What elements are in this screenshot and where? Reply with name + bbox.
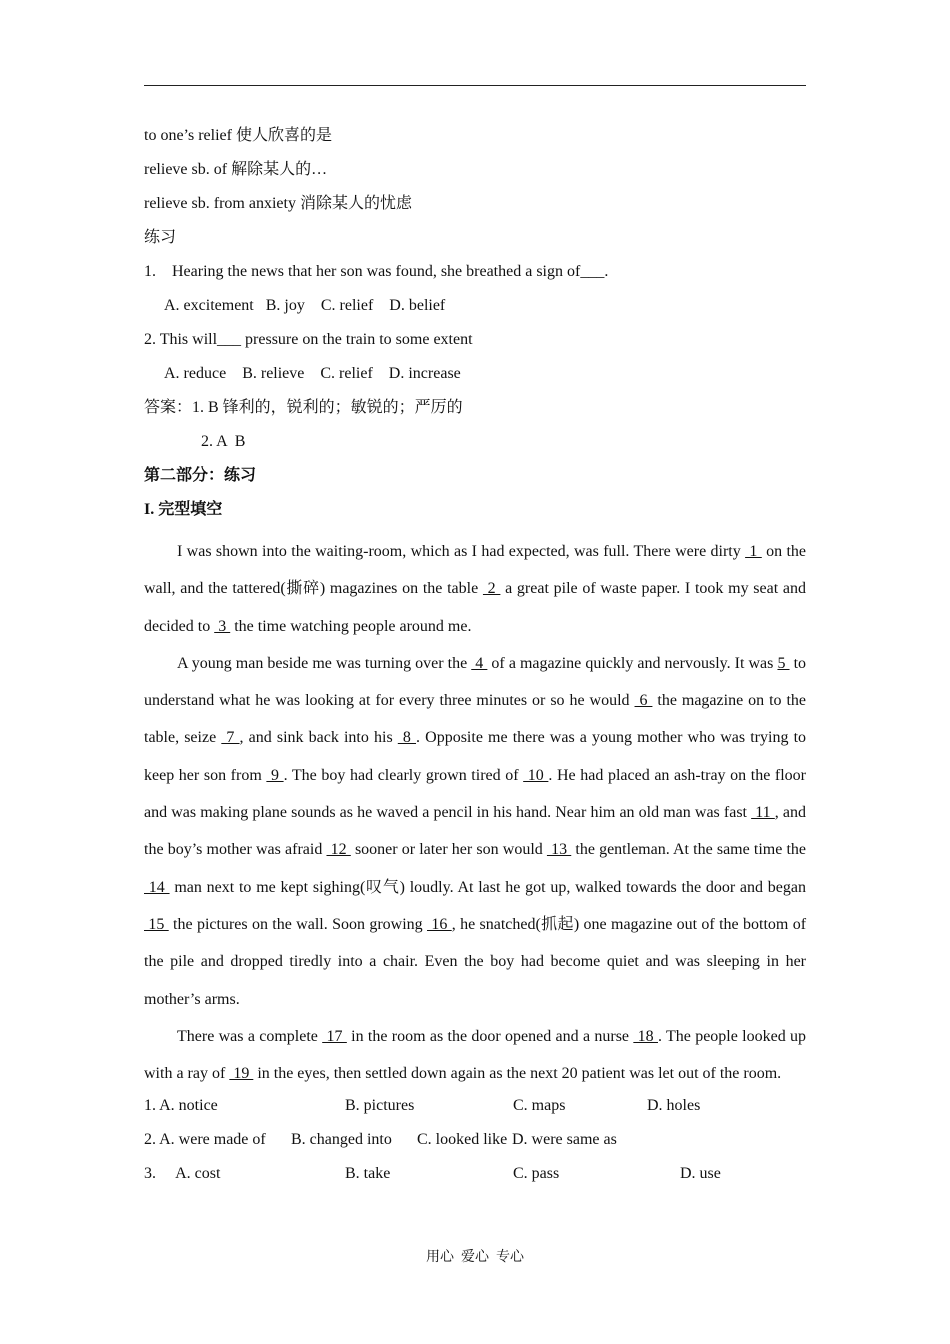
passage-text: . The boy had clearly grown tired of: [283, 766, 524, 784]
passage-text: , and sink back into his: [239, 729, 398, 747]
vocab-line: relieve sb. of 解除某人的…: [144, 161, 328, 178]
blank-number: 6: [634, 692, 653, 710]
choice-row-3: [144, 1160, 806, 1194]
part-2-heading: 第二部分：练习: [144, 467, 257, 484]
passage-text: A young man beside me was turning over the: [177, 654, 472, 672]
choice-a: 3. A. cost: [144, 1165, 221, 1183]
answers-line-1: 答案：1. B 锋利的，锐利的；敏锐的；严厉的: [144, 399, 463, 416]
page-footer: 用心 爱心 专心: [426, 1250, 524, 1265]
question-1-options: A. excitement B. joy C. relief D. belief: [164, 297, 446, 314]
answers-line-2: 2. A B: [201, 433, 246, 450]
passage-text: the pictures on the wall. Soon growing: [168, 915, 428, 933]
blank-number: 16: [427, 915, 452, 933]
blank-number: 14: [144, 878, 170, 896]
choice-d: D. holes: [647, 1097, 701, 1115]
blank-number: 11: [751, 804, 775, 822]
choice-b: B. take: [345, 1165, 391, 1183]
blank-number: 12: [326, 841, 351, 859]
question-2-stem: 2. This will___ pressure on the train to some extent: [144, 331, 473, 348]
passage-text: , he snatched(抓起) one magazine out of the bottom of the pile and dropped tiredly into a chair. Even the boy had become quiet and was sleeping in her mother’s arms.: [144, 915, 807, 1008]
document-body: [144, 122, 806, 1194]
choice-c: C. maps: [513, 1097, 566, 1115]
passage-text: in the room as the door opened and a nurse: [346, 1027, 634, 1045]
blank-number: 13: [546, 841, 572, 859]
passage-text: I was shown into the waiting-room, which as I had expected, was full. There were dirty: [177, 543, 746, 560]
question-2-options: A. reduce B. relieve C. relief D. increase: [164, 365, 461, 382]
passage-paragraph-1: [144, 533, 806, 645]
passage-text: of a magazine quickly and nervously. It was: [487, 654, 778, 672]
choice-row-2: [144, 1126, 806, 1160]
choice-b: B. pictures: [345, 1097, 415, 1115]
choice-c: C. looked like: [417, 1131, 508, 1149]
passage-text: man next to me kept sighing(叹气) loudly. At last he got up, walked towards the door and began: [169, 878, 807, 896]
passage-text: the time watching people around me.: [230, 617, 472, 635]
passage-text: the gentleman. At the same time the: [571, 841, 807, 859]
vocab-line: relieve sb. from anxiety 消除某人的忧虑: [144, 195, 412, 212]
passage-text: sooner or later her son would: [350, 841, 547, 859]
choice-a: 2. A. were made of: [144, 1131, 266, 1149]
choice-b: B. changed into: [291, 1131, 392, 1149]
blank-number: 3: [214, 617, 231, 635]
blank-number: 15: [144, 915, 169, 933]
passage-paragraph-2: [144, 645, 806, 1018]
practice-heading: 练习: [144, 229, 177, 246]
blank-number: 17: [322, 1027, 347, 1045]
choice-c: C. pass: [513, 1165, 560, 1183]
choice-d: D. were same as: [512, 1131, 617, 1149]
choice-a: 1. A. notice: [144, 1097, 218, 1115]
passage-paragraph-3: [144, 1018, 806, 1093]
passage-text: on the wall, and the tattered(撕碎) magazines on the table: [144, 543, 807, 598]
blank-number: 7: [221, 729, 240, 747]
passage-text: . The people looked up with a ray of: [144, 1027, 807, 1083]
choice-row-1: [144, 1092, 806, 1126]
passage-text: the magazine on to the table, seize: [144, 692, 807, 747]
passage-text: a great pile of waste paper. I took my seat and decided to: [144, 580, 807, 635]
passage-text: , and the boy’s mother was afraid: [144, 804, 807, 859]
blank-number: 2: [482, 580, 501, 598]
section-1-heading: I. 完型填空: [144, 501, 223, 518]
question-1-stem: 1. Hearing the news that her son was found, she breathed a sign of___.: [144, 263, 609, 280]
passage-text: . He had placed an ash-tray on the floor and was making plane sounds as he waved a pencil in his hand. Near him an old man was fast: [144, 766, 807, 822]
blank-number: 8: [397, 729, 417, 747]
blank-number: 4: [471, 654, 488, 672]
blank-number: 10: [523, 766, 549, 784]
header-rule: [144, 85, 806, 86]
blank-number: 5: [777, 654, 790, 672]
choice-d: D. use: [680, 1165, 721, 1183]
passage-text: to understand what he was looking at for every three minutes or so he would: [144, 654, 807, 710]
passage-text: . Opposite me there was a young mother who was trying to keep her son from: [144, 729, 807, 784]
blank-number: 1: [745, 543, 762, 560]
blank-number: 19: [229, 1065, 254, 1083]
vocab-line: to one’s relief 使人欣喜的是: [144, 127, 332, 144]
blank-number: 9: [266, 766, 284, 784]
passage-text: in the eyes, then settled down again as the next 20 patient was let out of the room.: [253, 1065, 782, 1083]
blank-number: 18: [633, 1027, 658, 1045]
passage-text: There was a complete: [177, 1027, 323, 1045]
